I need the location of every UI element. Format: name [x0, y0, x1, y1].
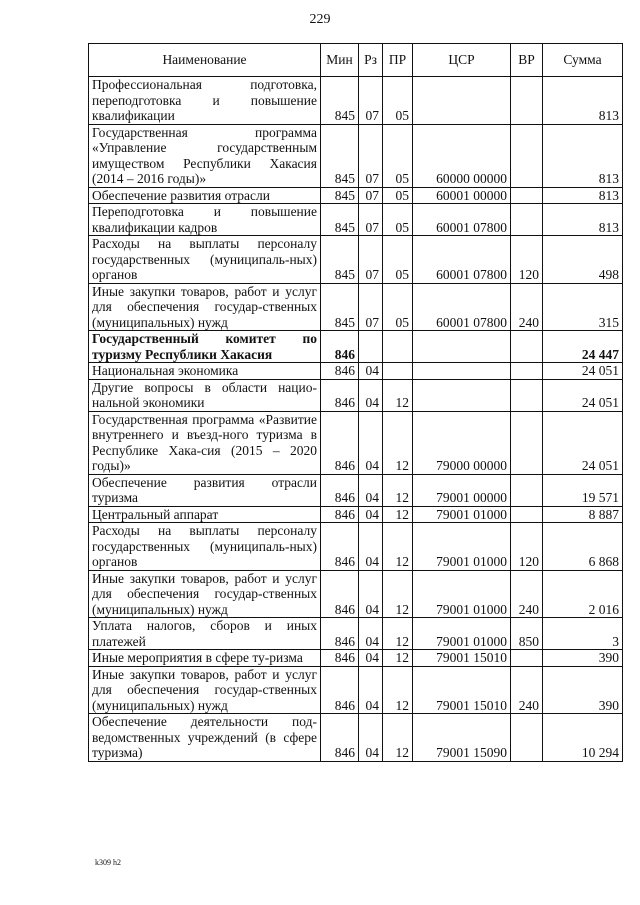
cell-vr: 120: [511, 523, 543, 571]
cell-name: Государственная программа «Развитие внутреннего и въезд-ного туризма в Республике Хака-сия (2015 – 2020 годы)»: [89, 411, 321, 474]
table-body: [89, 77, 623, 762]
cell-rz: 04: [359, 618, 383, 650]
cell-rz: 04: [359, 474, 383, 506]
cell-csr: 60001 00000: [413, 187, 511, 204]
cell-pr: 05: [383, 124, 413, 187]
table-row: [89, 363, 623, 380]
cell-vr: [511, 331, 543, 363]
cell-min: 846: [321, 474, 359, 506]
table-row: [89, 204, 623, 236]
table-row: [89, 570, 623, 618]
cell-name: Расходы на выплаты персоналу государственных (муниципаль-ных) органов: [89, 236, 321, 284]
header-min: Мин: [321, 44, 359, 77]
table-row: [89, 474, 623, 506]
cell-rz: 07: [359, 283, 383, 331]
cell-min: 845: [321, 77, 359, 125]
table-row: [89, 411, 623, 474]
cell-rz: 07: [359, 77, 383, 125]
cell-vr: [511, 506, 543, 523]
cell-pr: 05: [383, 187, 413, 204]
cell-sum: 498: [543, 236, 623, 284]
cell-rz: 07: [359, 187, 383, 204]
cell-vr: [511, 363, 543, 380]
cell-pr: 12: [383, 523, 413, 571]
cell-min: 846: [321, 411, 359, 474]
table-row: [89, 331, 623, 363]
cell-vr: [511, 411, 543, 474]
cell-vr: [511, 187, 543, 204]
cell-min: 846: [321, 666, 359, 714]
cell-csr: [413, 331, 511, 363]
cell-pr: 12: [383, 714, 413, 762]
cell-sum: 813: [543, 204, 623, 236]
cell-sum: 24 051: [543, 379, 623, 411]
page-number: 229: [309, 12, 331, 27]
cell-vr: [511, 379, 543, 411]
cell-csr: 79001 00000: [413, 474, 511, 506]
cell-csr: 79001 15010: [413, 650, 511, 667]
cell-pr: 05: [383, 204, 413, 236]
cell-csr: 60001 07800: [413, 283, 511, 331]
document-code: k309 h2: [95, 858, 121, 867]
cell-pr: [383, 331, 413, 363]
cell-vr: 240: [511, 666, 543, 714]
cell-min: 846: [321, 379, 359, 411]
cell-sum: 813: [543, 77, 623, 125]
cell-vr: 240: [511, 570, 543, 618]
cell-min: 846: [321, 714, 359, 762]
cell-rz: 07: [359, 236, 383, 284]
cell-min: 846: [321, 523, 359, 571]
cell-rz: 07: [359, 124, 383, 187]
cell-sum: 10 294: [543, 714, 623, 762]
cell-csr: 60001 07800: [413, 204, 511, 236]
cell-min: 846: [321, 618, 359, 650]
cell-name: Государственная программа «Управление государственным имуществом Республики Хакасия (2014 – 2016 годы)»: [89, 124, 321, 187]
table-row: [89, 187, 623, 204]
table-row: [89, 379, 623, 411]
cell-name: Иные мероприятия в сфере ту-ризма: [89, 650, 321, 667]
table-row: [89, 124, 623, 187]
cell-pr: 12: [383, 379, 413, 411]
cell-rz: 04: [359, 714, 383, 762]
cell-sum: 315: [543, 283, 623, 331]
cell-csr: 79001 15090: [413, 714, 511, 762]
table-row: [89, 236, 623, 284]
cell-pr: 05: [383, 236, 413, 284]
header-rz: Рз: [359, 44, 383, 77]
cell-pr: 12: [383, 411, 413, 474]
cell-name: Уплата налогов, сборов и иных платежей: [89, 618, 321, 650]
cell-min: 845: [321, 283, 359, 331]
cell-csr: [413, 363, 511, 380]
cell-vr: [511, 124, 543, 187]
cell-vr: 850: [511, 618, 543, 650]
cell-rz: 04: [359, 523, 383, 571]
cell-name: Расходы на выплаты персоналу государственных (муниципаль-ных) органов: [89, 523, 321, 571]
cell-sum: 813: [543, 187, 623, 204]
cell-sum: 8 887: [543, 506, 623, 523]
cell-vr: 240: [511, 283, 543, 331]
cell-name: Обеспечение развития отрасли: [89, 187, 321, 204]
cell-rz: 04: [359, 363, 383, 380]
cell-name: Обеспечение развития отрасли туризма: [89, 474, 321, 506]
cell-name: Профессиональная подготовка, переподготовка и повышение квалификации: [89, 77, 321, 125]
cell-rz: 04: [359, 506, 383, 523]
cell-csr: 60001 07800: [413, 236, 511, 284]
cell-name: Иные закупки товаров, работ и услуг для обеспечения государ-ственных (муниципальных) нужд: [89, 666, 321, 714]
cell-pr: 12: [383, 506, 413, 523]
cell-csr: 79001 15010: [413, 666, 511, 714]
table-header-row: [89, 44, 623, 77]
cell-name: Центральный аппарат: [89, 506, 321, 523]
cell-pr: 05: [383, 77, 413, 125]
cell-vr: 120: [511, 236, 543, 284]
cell-min: 845: [321, 187, 359, 204]
cell-vr: [511, 204, 543, 236]
header-csr: ЦСР: [413, 44, 511, 77]
cell-min: 845: [321, 236, 359, 284]
cell-name: Иные закупки товаров, работ и услуг для обеспечения государ-ственных (муниципальных) нужд: [89, 570, 321, 618]
cell-pr: 05: [383, 283, 413, 331]
table-row: [89, 650, 623, 667]
cell-min: 846: [321, 570, 359, 618]
header-vr: ВР: [511, 44, 543, 77]
cell-vr: [511, 77, 543, 125]
header-sum: Сумма: [543, 44, 623, 77]
header-name: Наименование: [89, 44, 321, 77]
cell-rz: 04: [359, 666, 383, 714]
cell-name: Иные закупки товаров, работ и услуг для обеспечения государ-ственных (муниципальных) нужд: [89, 283, 321, 331]
cell-rz: 04: [359, 650, 383, 667]
cell-min: 845: [321, 204, 359, 236]
cell-sum: 390: [543, 666, 623, 714]
table-row: [89, 666, 623, 714]
cell-sum: 813: [543, 124, 623, 187]
cell-name: Другие вопросы в области нацио-нальной экономики: [89, 379, 321, 411]
cell-sum: 390: [543, 650, 623, 667]
cell-sum: 2 016: [543, 570, 623, 618]
cell-rz: 04: [359, 570, 383, 618]
table-row: [89, 523, 623, 571]
cell-sum: 19 571: [543, 474, 623, 506]
cell-sum: 24 051: [543, 363, 623, 380]
cell-name: Обеспечение деятельности под-ведомственных учреждений (в сфере туризма): [89, 714, 321, 762]
cell-min: 846: [321, 363, 359, 380]
cell-sum: 6 868: [543, 523, 623, 571]
cell-csr: 79001 01000: [413, 618, 511, 650]
cell-vr: [511, 474, 543, 506]
cell-pr: 12: [383, 650, 413, 667]
cell-pr: 12: [383, 474, 413, 506]
cell-rz: 04: [359, 411, 383, 474]
cell-min: 846: [321, 506, 359, 523]
cell-csr: 60000 00000: [413, 124, 511, 187]
cell-min: 846: [321, 331, 359, 363]
cell-pr: [383, 363, 413, 380]
cell-vr: [511, 714, 543, 762]
table-row: [89, 283, 623, 331]
cell-csr: 79001 01000: [413, 523, 511, 571]
table-row: [89, 618, 623, 650]
table-row: [89, 77, 623, 125]
cell-csr: [413, 379, 511, 411]
cell-vr: [511, 650, 543, 667]
cell-rz: [359, 331, 383, 363]
cell-sum: 24 051: [543, 411, 623, 474]
cell-pr: 12: [383, 618, 413, 650]
cell-pr: 12: [383, 666, 413, 714]
cell-rz: 07: [359, 204, 383, 236]
table-row: [89, 714, 623, 762]
cell-name: Переподготовка и повышение квалификации кадров: [89, 204, 321, 236]
cell-csr: 79001 01000: [413, 506, 511, 523]
budget-table: [88, 43, 623, 762]
table-row: [89, 506, 623, 523]
cell-name: Государственный комитет по туризму Республики Хакасия: [89, 331, 321, 363]
cell-rz: 04: [359, 379, 383, 411]
cell-csr: 79000 00000: [413, 411, 511, 474]
cell-pr: 12: [383, 570, 413, 618]
cell-min: 845: [321, 124, 359, 187]
cell-csr: [413, 77, 511, 125]
cell-sum: 3: [543, 618, 623, 650]
header-pr: ПР: [383, 44, 413, 77]
cell-sum: 24 447: [543, 331, 623, 363]
cell-min: 846: [321, 650, 359, 667]
cell-csr: 79001 01000: [413, 570, 511, 618]
cell-name: Национальная экономика: [89, 363, 321, 380]
